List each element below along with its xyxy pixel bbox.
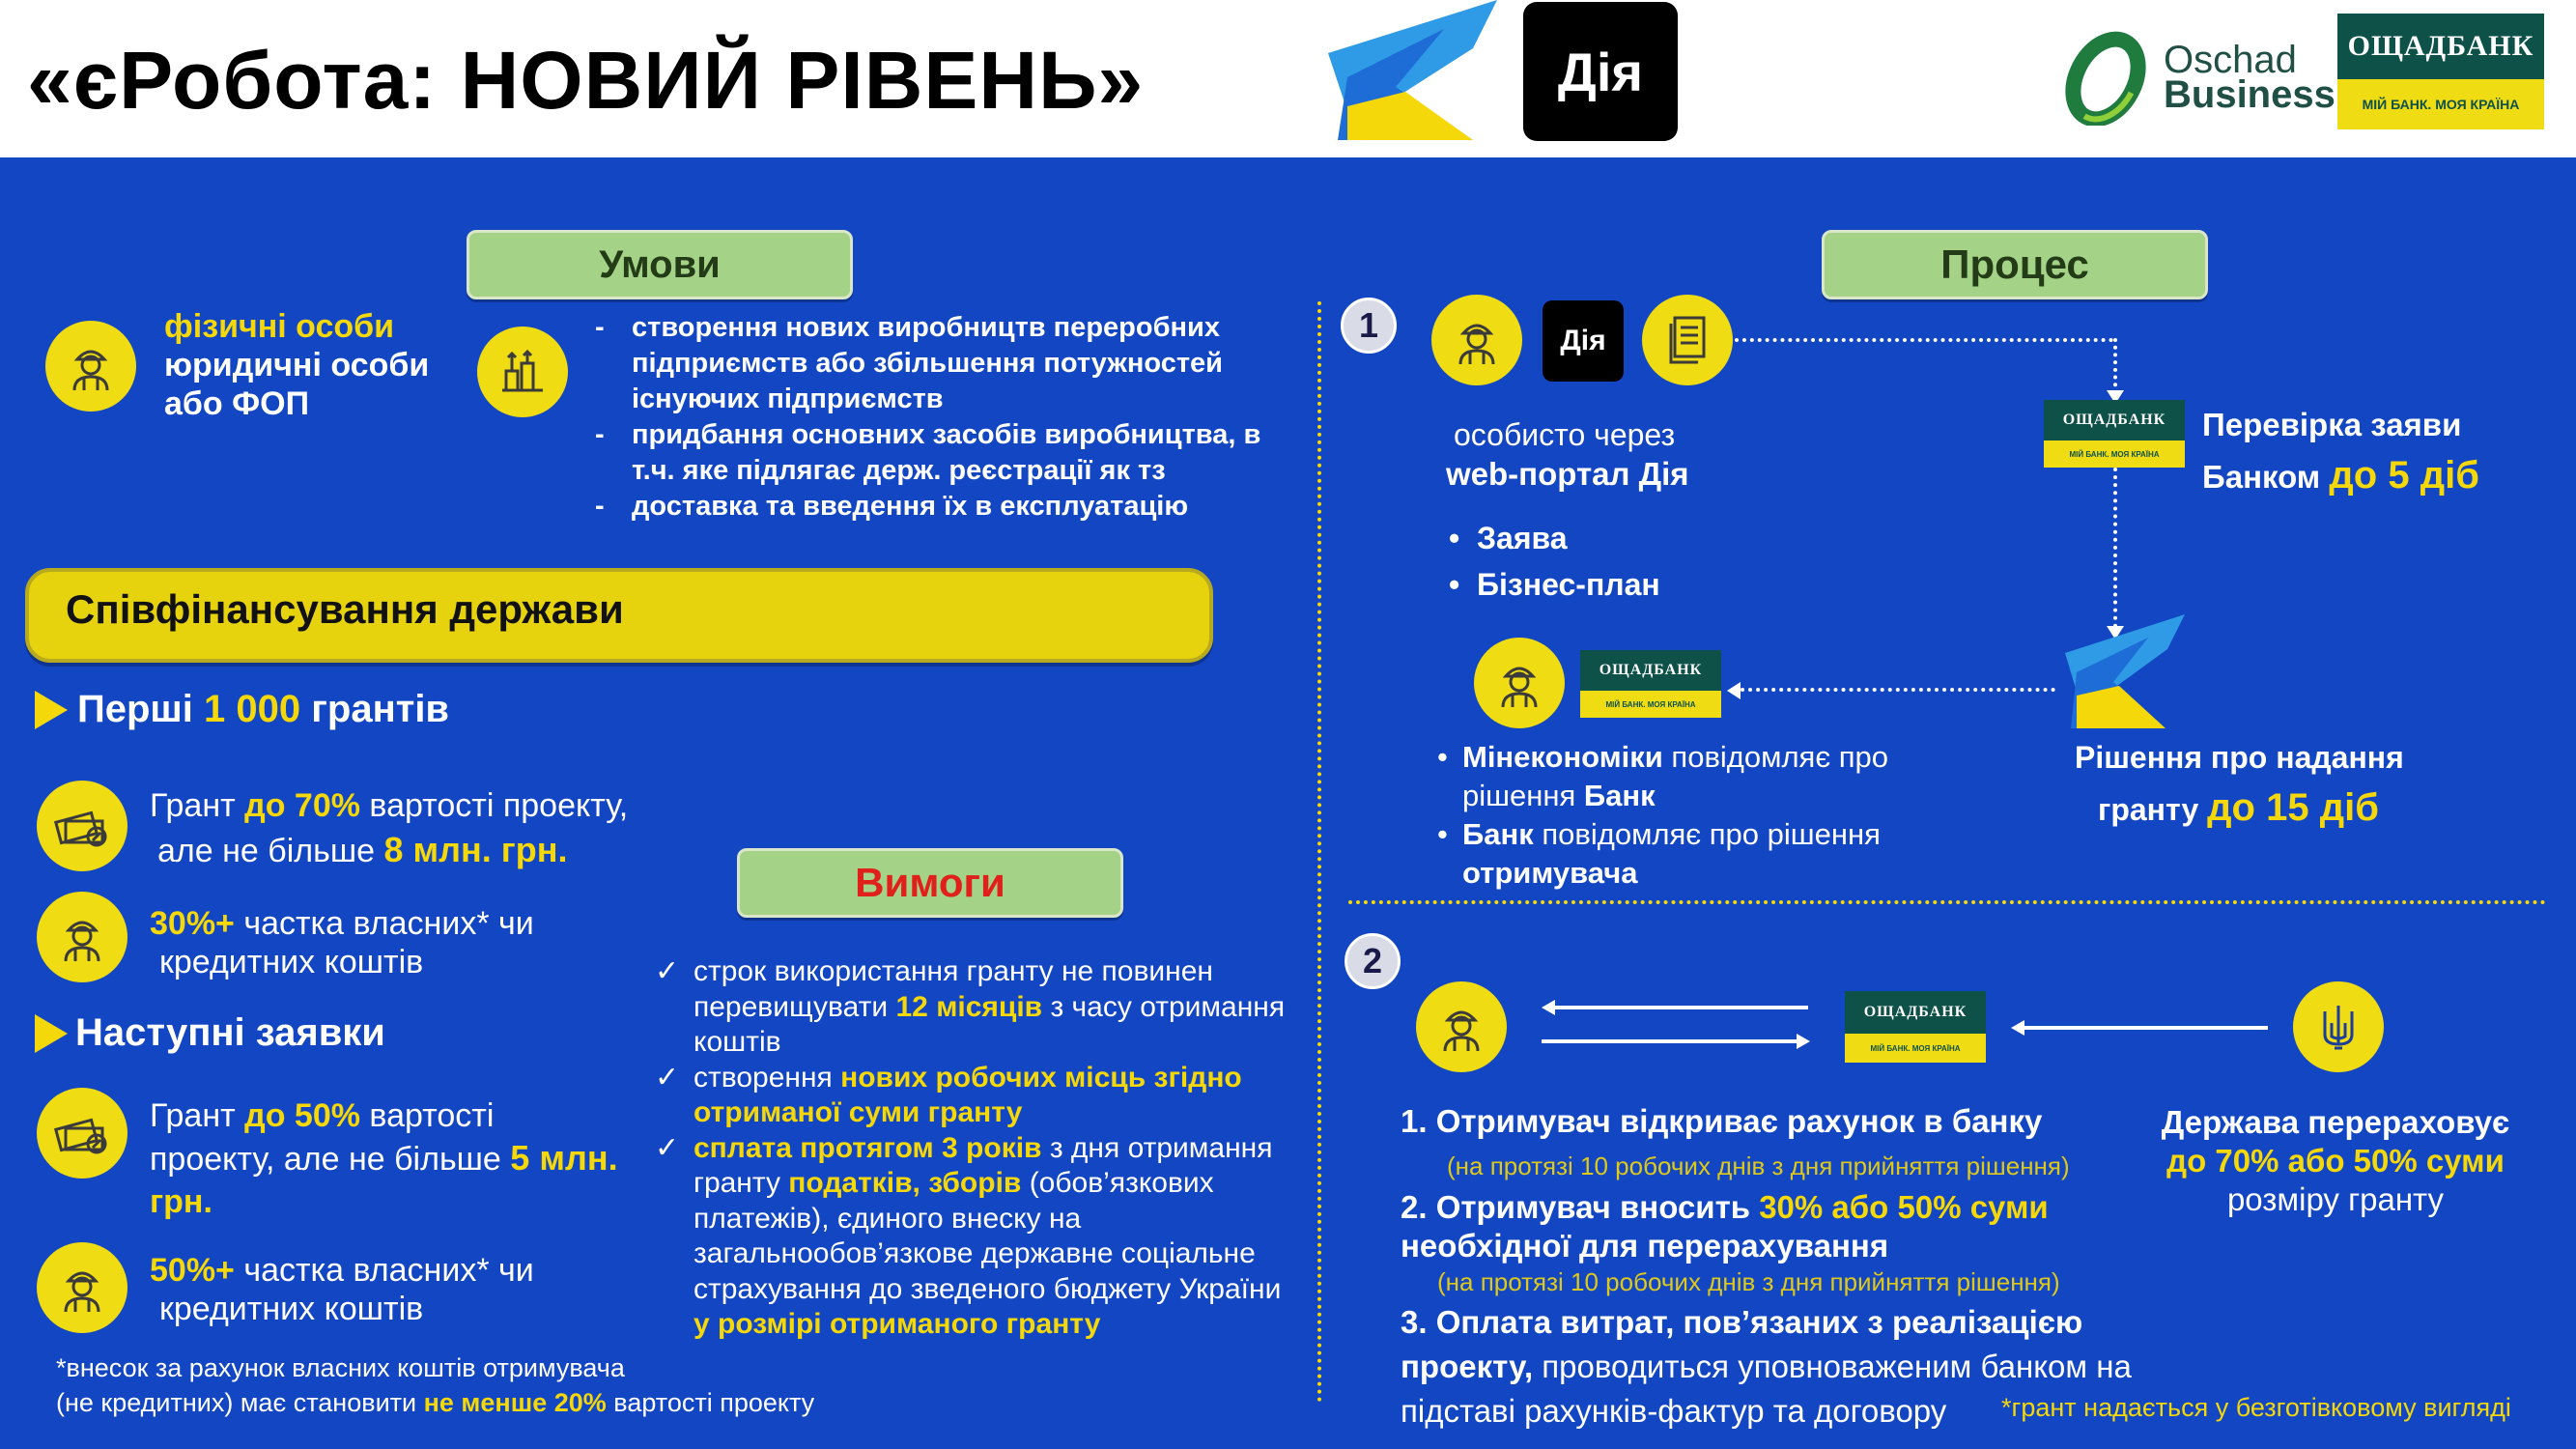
section-divider — [1348, 900, 2546, 904]
flow-line — [1553, 1006, 1808, 1009]
grant-50-text: Грант до 50% вартості проекту, але не більше 5 млн. грн. — [150, 1097, 618, 1220]
process-title: Процес — [1822, 230, 2208, 299]
arrow-left-icon — [1727, 682, 1741, 699]
flow-line — [1735, 338, 2113, 342]
applicants-list: фізичні особи юридичні особи або ФОП — [164, 308, 430, 422]
notification-list: • Мінекономіки повідомляє про рішення Банк • Банк повідомляє про рішення отримувача — [1437, 740, 1889, 890]
person-icon — [1416, 981, 1507, 1072]
state-transfer-text: Держава перераховує до 70% або 50% суми розміру гранту — [2161, 1104, 2510, 1217]
flow-line — [1542, 1039, 1797, 1043]
page-title: «єРобота: НОВИЙ РІВЕНЬ» — [27, 35, 1145, 126]
arrow-right-icon — [1797, 1034, 1810, 1049]
factory-growth-icon — [477, 327, 568, 417]
flow-line — [2113, 338, 2117, 394]
person-icon — [1431, 295, 1522, 385]
diya-icon: Дія — [1543, 300, 1624, 382]
flow-line — [2023, 1026, 2268, 1030]
person-icon — [37, 892, 127, 982]
step-2-badge: 2 — [1345, 933, 1401, 989]
arrow-bullet-icon — [35, 691, 68, 729]
grant-70-text: Грант до 70% вартості проекту, але не більше 8 млн. грн. — [150, 787, 629, 869]
column-divider — [1317, 301, 1321, 1403]
check-icon: ✓ — [655, 1131, 680, 1164]
document-icon — [1642, 295, 1733, 385]
check-icon: ✓ — [655, 955, 680, 987]
cashless-footnote: *грант надається у безготівковому вигляді — [2001, 1393, 2511, 1422]
cofinancing-title: Співфінансування держави — [66, 586, 624, 632]
next-applications-heading: Наступні заявки — [75, 1011, 385, 1054]
oschad-business-text: Oschad Business — [2164, 39, 2335, 116]
ministry-logo-icon — [2065, 614, 2187, 730]
conditions-title: Умови — [467, 230, 853, 299]
trident-icon — [2293, 981, 2384, 1072]
step2-item1: 1. Отримувач відкриває рахунок в банку — [1401, 1103, 2043, 1139]
arrow-bullet-icon — [35, 1014, 68, 1053]
step2-item3: 3. Оплата витрат, пов’язаних з реалізацією проекту, проводиться уповноваженим банком на підставі рахунків-фактур та договору — [1401, 1304, 2132, 1429]
money-icon — [37, 1088, 127, 1179]
ukraine-logo-icon — [1328, 0, 1502, 145]
own-share-50-text: 50%+ частка власних* чи кредитних коштів — [150, 1252, 534, 1327]
person-icon — [37, 1242, 127, 1333]
conditions-list: - створення нових виробництв переробних підприємств або збільшення потужностей існуючих підприємств - придбання основних засобів виробництва, в т.ч. яке підлягає держ. реєстрації як тз - доставка та введення їх в експлуатацію — [595, 312, 1261, 522]
bank-check-text: Перевірка заяви Банком до 5 діб — [2202, 407, 2479, 497]
own-funds-footnote: *внесок за рахунок власних коштів отримувача (не кредитних) має становити не менше 20% вартості проекту — [56, 1353, 815, 1417]
step2-item1-note: (на протязі 10 робочих днів з дня прийняття рішення) — [1447, 1151, 2070, 1180]
personally-text: особисто через — [1454, 417, 1676, 452]
oschadbank-logo: ОЩАДБАНК МІЙ БАНК. МОЯ КРАЇНА — [1580, 650, 1721, 718]
requirements-list: ✓ строк використання гранту не повинен перевищувати 12 місяців з часу отримання коштів ✓ створення нових робочих місць згідно отриманої суми гранту ✓ сплата протягом 3 років з дня отримання гранту податків, зборів (обов’язкових платежів), єдиного внеску на загальнообов’язкове державне соціальне страхування до зведеного бюджету України у розмірі отриманого гранту — [655, 955, 1286, 1340]
oschadbank-logo: ОЩАДБАНК МІЙ БАНК. МОЯ КРАЇНА — [1845, 991, 1986, 1063]
person-icon — [45, 321, 136, 412]
diya-logo: Дія — [1523, 2, 1678, 141]
requirements-title: Вимоги — [737, 848, 1123, 918]
step2-item2-note: (на протязі 10 робочих днів з дня прийняття рішення) — [1437, 1267, 2060, 1296]
step2-item2: 2. Отримувач вносить 30% або 50% суми необхідної для перерахування — [1401, 1189, 2049, 1264]
step-1-badge: 1 — [1341, 298, 1397, 354]
oschadbank-logo: ОЩАДБАНК МІЙ БАНК. МОЯ КРАЇНА — [2044, 400, 2185, 468]
decision-text-line1: Рішення про надання — [2075, 740, 2404, 775]
first-grants-heading: Перші 1 000 грантів — [77, 688, 450, 730]
oschad-business-icon — [2062, 29, 2149, 126]
portal-text: web-портал Дія — [1446, 456, 1689, 492]
own-share-30-text: 30%+ частка власних* чи кредитних коштів — [150, 905, 534, 980]
decision-text-line2: гранту до 15 діб — [2098, 786, 2379, 829]
flow-line — [2113, 468, 2117, 628]
flow-line — [1741, 688, 2055, 692]
check-icon: ✓ — [655, 1061, 680, 1094]
money-icon — [37, 781, 127, 871]
oschadbank-logo: ОЩАДБАНК МІЙ БАНК. МОЯ КРАЇНА — [2337, 14, 2544, 129]
application-docs: • Заява • Бізнес-план — [1449, 521, 1660, 602]
person-icon — [1474, 638, 1565, 728]
